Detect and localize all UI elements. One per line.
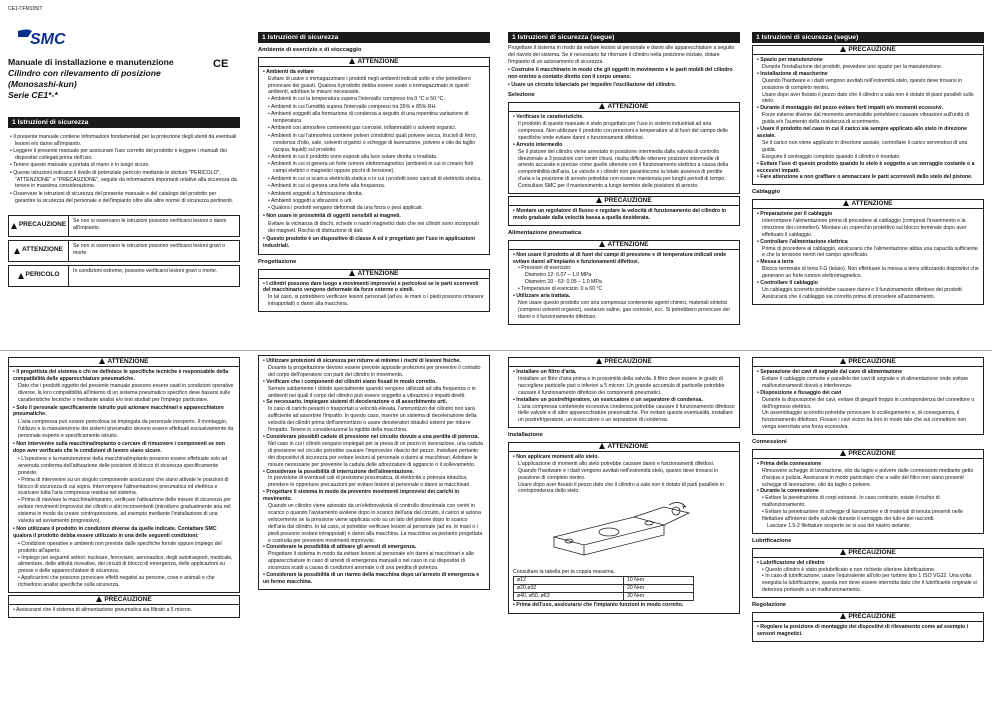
bullet-head: • Non intervenire sulla macchina/impianto o cercare di rimuovere i componenti se non dopo aver verificato che le condizioni di lavoro siano sicure. <box>13 441 225 454</box>
table-cell: 30 N•m <box>624 593 694 601</box>
subsection-title: Alimentazione pneumatica <box>508 229 582 236</box>
col2-bottom <box>258 355 490 697</box>
warning-header: ATTENZIONE <box>508 240 740 250</box>
list-item: • Ambienti in cui l'umidità supera l'intervallo compreso tra 35% e 85% RH. <box>268 103 437 110</box>
caution-header: PRECAUZIONE <box>752 45 984 55</box>
bullet-head: • Arresto intermedio <box>513 141 563 148</box>
list-item: • Ambienti con atmosfere contenenti gas corrosivi, infiammabili o solventi organici. <box>268 125 457 132</box>
list-item: • Ambienti soggetti alla formazione di condensa a seguito di una repentina variazione di temperatura. <box>268 111 469 125</box>
warning-icon <box>14 248 20 254</box>
bullet-head: • Installare un postrefrigeratore, un essiccatore o un separatore di condensa. <box>513 396 703 403</box>
bullet-body: Progettare il sistema in modo da evitare lesioni al personale e/o danni ai macchinari e alle apparecchiature in caso di arresti di emergenza manuali o nel caso in cui dispositivi di sicurezza scatti a causa di condizioni anomale o di una perdita di potenza. <box>268 551 474 572</box>
subsection-title: Progettazione <box>258 258 297 265</box>
table-row <box>514 585 694 593</box>
list-item: • Qualora i prodotti vengano deformati da una forza o pesi applicati. <box>268 205 423 212</box>
bullet-head: • Durante il montaggio del pezzo evitare forti impatti e/o momenti eccessivi. <box>757 105 944 112</box>
table-row <box>514 577 694 585</box>
bullet-head: • Disposizione e fissaggio dei cavi <box>757 389 842 396</box>
level-key: PRECAUZIONE <box>18 221 67 229</box>
bullet-head: • Installare un filtro d'aria. <box>513 369 577 375</box>
warning-header: ATTENZIONE <box>752 199 984 209</box>
bullet-head: • Preparazione per il cablaggio <box>757 211 833 218</box>
warning-icon <box>18 273 24 279</box>
warning-icon <box>599 103 605 109</box>
warning-icon <box>349 58 355 64</box>
bullet-head: • Evitare l'uso di questo prodotto quando lo stelo è soggetto a un serraggio costante o a eccessivi impatti. <box>757 160 975 174</box>
bullet-body: Un cablaggio scorretto potrebbe causare danni o il funzionamento difettoso dei prodotti. Assicurarsi che il cablaggio sia corretto prima di procedere all'azionamento. <box>762 286 963 300</box>
bullet-head: • Fare attenzione a non graffiare o ammaccare le parti scorrevoli dello stelo del pistone. <box>757 174 973 181</box>
warning-header: ATTENZIONE <box>258 269 490 279</box>
bullet-head: • Considerare la possibilità di attivare gli arresti di emergenza. <box>263 544 417 551</box>
col1-top <box>8 6 240 346</box>
bullet-body: Dato che i prodotti oggetto del presente manuale possono essere usati in condizioni operative diverse, la loro compatibilità all'interno di un sistema pneumatico specifico deve basarsi sulle caratteristiche tecniche o mediante analisi e/o test studiati per l'impiego particolare. <box>18 382 234 403</box>
paragraph: Progettare il sistema in modo da evitare lesioni al personale e danni alle apparecchiature a seguito del riavvio del sistema. Se è necessario far ritornare il cilindro nella posizione iniziale, dotare l'impianto di un azionamento di sicurezza. <box>508 45 735 65</box>
bullet-body: Non usare questo prodotto con aria compressa contenente agenti chimici, materiali sintetici (compresi solventi organici), sostanze saline, gas corrosivi, ecc. Si potrebbero provocare dei danni o il funzionamento difettoso. <box>518 299 730 320</box>
bullet-head: • Prima dell'uso, assicurarsi che l'impianto funzioni in modo corretto. <box>513 602 684 609</box>
bullet-body: Blocco terminale di terra F.G (telaio). Non effettuare la messa a terra utilizzando dispositivi che generano un forte rumore elettromagnetico. <box>762 266 979 280</box>
bullet-body: • Applicazioni che possono provocare effetti negativi su persone, cose o animali e che richiedono analisi specifiche sulla sicurezza. <box>18 575 215 589</box>
bullet-body: Interrompere l'alimentazione prima di procedere al cablaggio (compresi l'inserimento e la rimozione dei connettori). Montare un coperchio protettivo sul blocco terminale dopo aver effettuato il cablaggio. <box>762 217 967 238</box>
col4-bottom <box>752 355 984 697</box>
bullet-body: Se il pistone del cilindro viene arrestato in posizione intermedia dalla valvola di controllo direzionale a 3 posizioni con centri chiusi, risulta difficile ottenere posizioni intermedie di arresto accurate e precise come quelle ottenute con il funzionamento elettrico a causa della comprimibilità dell'aria. Le valvole e i cilindri non garantiscono la totale assenza di perdite d'aria e la posizione di arresto potrebbe non essere mantenuta per lunghi periodi di tempo. Consultare SMC per il mantenimento a lungo termine delle posizioni di arresto. <box>518 148 729 190</box>
caution-box <box>752 55 984 185</box>
spec-line: • Pressioni di esercizio: <box>518 265 572 272</box>
caution-box <box>752 459 984 534</box>
bullet-body: Serrare saldamente i cilindri specialmente quando vengono utilizzati ad alta frequenza o in ambienti nei quali il corpo del cilindro può essere soggetto a vibrazioni o impatti diretti. <box>268 385 476 399</box>
bullet-head: • Ambienti da evitare <box>263 68 314 75</box>
caution-box <box>752 622 984 642</box>
level-text: In condizioni estreme, possono verificarsi lesioni gravi o morte. <box>73 267 218 274</box>
caution-header: PRECAUZIONE <box>752 357 984 367</box>
bullet-head: • Verificare le caratteristiche. <box>513 114 584 121</box>
subsection-title: Selezione <box>508 92 535 99</box>
bullet-head: • Installazione di mascherine <box>757 70 828 77</box>
table-caption: Consultare la tabella per la coppia massima. <box>513 569 616 576</box>
bullet-head: • Durante la connessione <box>757 488 819 495</box>
bullet-body: Il prodotto di questo manuale è stato progettato per l'uso in sistemi industriali ad aria compressa. Non utilizzare il prodotto con pressioni e temperature al di fuori del campo delle specifiche onde evitare danni o funzionamenti difettosi. <box>518 121 728 141</box>
bullet-head: • Considerare la possibilità di interruzione dell'alimentazione. <box>263 468 414 475</box>
warning-icon <box>840 549 846 555</box>
subsection-title: Regolazione <box>752 602 787 609</box>
bullet-head: • Costruire il macchinario in modo che gli oggetti in movimento e le parti mobili del cilindro non entrino a contatto diretto con il corpo umano. <box>508 66 733 80</box>
bullet-body: In tal caso, si potrebbero verificare lesioni personali (ad es. le mani o i piedi possono rimanere intrappolati) o danni alla macchina. <box>268 294 484 308</box>
bullet-head: • Verificare che i componenti del cilindri siano fissati in modo corretto. <box>263 378 437 385</box>
section-bar: 1 Istruzioni di sicurezza (segue) <box>752 32 984 43</box>
bullet-body: • In caso di lubrificazione, usare l'equivalente all'olio per turbine tipo 1 ISO VG32. Una volta eseguita la lubrificazione, questa non deve essere interrotta dato che il lubrificante originale si deteriora portando a un malfunzionamento. <box>762 573 977 594</box>
bullet-body: Quando l'hardware e i dadi vengono avvitati nell'estremità stelo, questo deve trovarsi in posizione di completo rientro. <box>762 77 963 91</box>
title-line: (Monosashi-kun) <box>8 78 77 89</box>
warning-box <box>258 279 490 313</box>
warning-icon <box>596 358 602 364</box>
bullet-head: • Usare un circuito bilanciato per impedire l'oscillazione del cilindro. <box>508 81 676 88</box>
spec-line: • Temperature di esercizio: 0 a 60 °C <box>518 286 603 293</box>
warning-icon <box>840 613 846 619</box>
bullet-body: • Evitare la penetrazione di corpi estranei. In caso contrario, esiste il rischio di malfunzionamento. <box>762 495 940 509</box>
warning-icon <box>99 358 105 364</box>
caution-box <box>752 558 984 599</box>
level-key: PERICOLO <box>25 271 60 279</box>
spec-line: Diametro 12: 0.07 – 1.0 MPa <box>525 272 592 279</box>
warning-icon <box>599 241 605 247</box>
bullet-body: Evitare di usare o immagazzinare i prodotti negli ambienti indicati sotto e che potrebbero provocare dei guasti. Qualora il prodotto debba essere usato o immagazzinato in questi ambienti, adottare le misure necessarie. <box>268 75 471 96</box>
level-row <box>8 240 240 262</box>
title-block <box>8 57 240 101</box>
bullet-body: Usare dopo aver fissato il pezzo dato che il cilindro a sala non è dotato di parti parallele in corrispondenza dello stelo. <box>518 481 724 495</box>
warning-icon <box>96 596 102 602</box>
bullet-body: Evitare la vicinanza di dischi, schede o nastri magnetici dato che nei cilindri sono incorporati dei magneti. Rischio di distruzione di dati. <box>268 221 479 235</box>
intro-list <box>8 134 240 205</box>
list-item: • Ambienti in cui si genera una forte alta frequenza. <box>268 183 386 190</box>
table-cell: ø12 <box>514 577 624 585</box>
caution-box <box>508 206 740 226</box>
bullet-body: Rimuovere schegge di lavorazione, olio da taglio e polvere dalle connessioni mediante getto d'acqua o pulizia. Assicurarsi in modo particolare che a valle del filtro non siano presenti schegge di lavorazione, olio da taglio o polvere. <box>762 467 974 488</box>
list-item: • Ambienti in cui l'atmosfera contiene polveri conduttrici quali polvere secca, trucioli di ferro, condensa d'olio, sale, solventi organici o schegge di lavorazione, polvere e olio da taglio (acqua, liquidi) sul prodotto. <box>268 132 477 153</box>
list-item: • Ambienti soggetti a vibrazioni o urti. <box>268 198 353 205</box>
bullet-body: Evitare il cablaggio comune e parallelo dei cavi di segnale e di alimentazione onde evitare malfunzionamenti dovuti a interferenze. <box>762 375 969 389</box>
warning-icon <box>840 358 846 364</box>
caution-box <box>508 367 740 428</box>
bullet-body: Se il carico non viene applicato in direzione assiale, controllare il carico servendosi di una guida. <box>762 139 968 153</box>
warning-header: ATTENZIONE <box>508 102 740 112</box>
warning-box-continued <box>258 355 490 590</box>
section-bar: 1 Istruzioni di sicurezza (segue) <box>508 32 740 43</box>
bullet-body: • Evitare la penetrazione di schegge di lavorazione e di materiali di tenuta presenti nelle filettature all'interno delle valvole durante il serraggio dei tubi e dei raccordi. <box>762 509 963 523</box>
bullet-body: Prima di procedere al cablaggio, assicurarsi che l'alimentazione abbia una capacità sufficiente e che la tensione rientri nel campo specificato. <box>762 245 978 259</box>
bullet-body: L'aria compressa può essere pericolosa se impiegata da personale inesperto. Il montaggio, l'utilizzo e la manutenzione dei sistemi pneumatici devono essere effettuati esclusivamente da personale esperto e specificamente istruito. <box>18 419 234 440</box>
level-text: Se non si osservano le istruzioni possono verificarsi lesioni gravi o morte. <box>73 242 225 256</box>
level-key: ATTENZIONE <box>21 246 64 254</box>
caution-header: PRECAUZIONE <box>8 595 240 605</box>
level-row <box>8 215 240 237</box>
warning-icon <box>843 200 849 206</box>
bullet-head: • Non usare in prossimità di oggetti sensibili ai magneti. <box>263 213 401 220</box>
svg-text:SMC: SMC <box>30 30 66 48</box>
bullet-body: Durante la disposizione dei cavi, evitare di piegarli troppo in corrispondenza del connettore o dell'ingresso elettrico. <box>762 396 975 410</box>
bullet-head: • Considerare la possibilità di un riarmo della macchina dopo un'arresto di emergenza e un fermo macchina. <box>263 572 480 585</box>
level-row <box>8 265 240 287</box>
bullet-head: • Questo prodotto è un dispositivo di classe A ed è progettato per l'uso in applicazioni industriali. <box>263 236 475 249</box>
intro-item: • Il presente manuale contiene informazioni fondamentali per la protezione degli utenti da eventuali lesioni e/o danni all'impianto. <box>10 133 237 147</box>
bullet-head: • Lubrificazione del cilindro <box>757 559 825 566</box>
warning-icon <box>840 450 846 456</box>
col1-bottom <box>8 355 240 697</box>
bullet-body: Durante l'installazione dei prodotti, prevedere uno spazio per la manutenzione. <box>762 63 943 70</box>
bullet-body: • Condizioni operative e ambienti non previste dalle specifiche fornite oppure impiego del prodotto all'aperto. <box>18 540 222 554</box>
bullet-head: • I cilindri possono dare luogo a movimenti improvvisi e pericolosi se le parti scorrevoli del macchinario vengono deformate da forze esterne o simili. <box>263 280 479 294</box>
fold-line <box>0 350 992 351</box>
subsection-title: Ambiente di esercizio e di stoccaggio <box>258 47 362 53</box>
title-line: Serie CE1*-* <box>8 89 58 100</box>
bullet-body: • Impiego nei seguenti settori: nucleare, ferroviario, aeronautico, degli autotrasporti, medicale, alimentare, delle attività ricreative, dei circuiti di blocco di emergenza, delle applicazioni su presse o delle apparecchiature di sicurezza. <box>18 554 233 575</box>
caution-header: PRECAUZIONE <box>752 612 984 622</box>
bullet-head: • Non applicare momenti allo stelo. <box>513 453 599 460</box>
bullet-head: • Controllare l'alimentazione elettrica <box>757 238 848 245</box>
smc-logo <box>14 27 74 49</box>
intro-item: • Tenere questo manuale a portata di mano e in luogo sicuro. <box>10 162 150 169</box>
bullet-body: Nel caso in cui i cilindri vengano impiegati per la presa di un pezzo in lavorazione, una caduta di pressione nel circuito potrebbe causare l'improvviso rilascio del pezzo. Installare pertanto dei dispositivi di sicurezza per evitare lesioni al personale o danni ai macchinari. Adottare le misure necessarie per prevenire la caduta delle attrezzature di aggancio o il sollevamento. <box>268 440 483 468</box>
caution-header: PRECAUZIONE <box>752 449 984 459</box>
subsection-title: Cablaggio <box>752 189 781 196</box>
bullet-body: • Assicurarsi che il sistema di alimentazione pneumatica sia filtrato a 5 micron. <box>13 607 193 614</box>
caution-header: PRECAUZIONE <box>508 196 740 206</box>
warning-icon <box>596 197 602 203</box>
bullet-body: Usare dopo aver fissato il pezzo dato che il cilindro a sala non è dotato di piani paralleli sullo stelo. <box>762 91 974 105</box>
bullet-head: • Se necessario, impiegare sistemi di decelerazione o di assorbimento urti. <box>263 399 448 406</box>
table-cell: 10 N•m <box>624 577 694 585</box>
list-item: • Ambienti in cui si scarica elettricità statica o in cui i prodotti sono caricati di elettricità statica. <box>268 175 482 182</box>
bullet-head: • Usare il prodotto nel caso in cui il carico sia sempre applicato allo stelo in direzione assiale. <box>757 126 967 139</box>
spec-line: Diametro 20 - 63: 0.05 – 1.0 MPa <box>525 279 602 286</box>
col4-top <box>752 32 984 346</box>
bullet-body: • L'ispezione e la manutenzione della macchina/impianto possono essere effettuate solo ad avvenuta conferma dell'attivazione delle posizioni di blocco di sicurezza specificamente previste. <box>18 455 228 476</box>
level-text: Se non si osservano le istruzioni possono verificarsi lesioni o danni all'impianto. <box>73 217 227 231</box>
table-row <box>514 593 694 601</box>
section-bar: 1 Istruzioni di sicurezza <box>8 117 240 128</box>
bullet-head: • Regolare la posizione di montaggio dei dispositivi di rilevamento come ad esempio i sensori magnetici. <box>757 623 969 637</box>
section-bar: 1 Istruzioni di sicurezza <box>258 32 490 43</box>
caution-box <box>752 367 984 435</box>
warning-icon <box>599 443 605 449</box>
hazard-levels <box>8 215 240 287</box>
bullet-body: • Questo cilindro è stato prelubrificato e non richiede ulteriore lubrificazione. <box>762 566 936 573</box>
bullet-body: Quando un cilindro viene azionato da un'elettrovalvola di controllo direzionale con centri in scarico o quando l'avviamento avviene dopo lo scarico dell'aria dal circuito, il carico si aziona velocemente se la pressione viene applicata solo su un lato del pistone dopo lo scarico dell'aria dal cilindro. In tal caso, si potrebbe verificare lesioni al personale (ad es. le mani o i piedi possono restare intrappolati) o danni alla macchina. La macchina va pertanto progettata e costruita per prevenire movimenti improvvisi. <box>268 503 483 544</box>
bullet-head: • Non utilizzare il prodotto in condizioni diverse da quelle indicate. Contattare SMC qualora il prodotto debba essere utilizzato in una delle seguenti condizioni: <box>13 525 217 539</box>
bullet-head: • Solo il personale specificamente istruito può azionare macchinari e apparecchiature pneumatiche. <box>13 404 224 418</box>
intro-item: • Osservare le istruzioni di sicurezza del presente manuale e del catalogo del prodotto per garantire la sicurezza del personale e dell'impianto oltre alle altre norme di sicurezza pertinenti. <box>10 190 234 204</box>
intro-item: • Queste istruzioni indicano il livello di potenziale pericolo mediante le diciture "PERICOLO", "ATTENZIONE" o "PRECAUZIONE", seguite da informazioni importanti relative alla sicurezza da tenere in massima considerazione. <box>10 169 237 190</box>
list-item: • Ambienti soggetti a fulminazione diretta. <box>268 190 363 197</box>
bullet-body: • Prima di intervenire su un singolo componente assicurarsi che siano attivate le posizioni di blocco di sicurezza di cui sopra. Interrompere l'alimentazione pneumatica ed elettrica e scaricare tutta l'aria compressa residua nel sistema. <box>18 476 229 497</box>
bullet-body: L'aria compressa contenente eccessiva condensa potrebbe causare il funzionamento difettoso delle valvole e di altre apparecchiature pneumatiche. Per evitare questa eventualità, installare un postrefrigeratore, un essiccatore o un separatore di condensa. <box>518 403 735 424</box>
subsection-title: Lubrificazione <box>752 537 792 544</box>
bullet-body: • Prima di riavviare la macchina/impianto, verificare l'attivazione delle misure di sicurezza per evitare movimenti improvvisi dei cilindri o altri inconvenienti (introdurre gradualmente aria nel sistema in modo da creare contropressione, ad esempio mediante l'installazione di una valvola ad avviamento progressivo). <box>18 497 231 525</box>
bullet-body: Quando l'hardware e i dadi vengono avvitati nell'estremità stelo, questo deve trovarsi in posizione di completo rientro. <box>518 467 719 481</box>
table-cell: ø20,ø32 <box>514 585 624 593</box>
list-item: • Ambienti in cui il prodotto sono esposti alla luce solare diretta o irradiata. <box>268 154 438 161</box>
bullet-head: • Messa a terra <box>757 259 794 266</box>
table-cell: 20 N•m <box>624 585 694 593</box>
bullet-body: In caso di carichi pesanti o trasportati a velocità elevata, l'ammortizzo del cilindro non sarà sufficiente ad assorbire l'impatto. In questo caso, inserire un sistema di decelerazione della velocità dei cilindri prima dell'ammortizzo o usare deceleratori idraulici esterni per ridurre l'impatto. Tenere in considerazione la rigidità della macchina. <box>268 406 477 434</box>
bullet-head: • Non usare il prodotto al di fuori dei campi di pressione e di temperatura indicati onde evitare danni all'impianto e funzionamenti difettosi. <box>513 251 727 265</box>
bullet-head: • Utilizzare aria trattata. <box>513 293 571 300</box>
torque-table <box>513 576 694 601</box>
bullet-body: Un assemblaggio scorretto potrebbe provocare lo scollegamento e, di conseguenza, il funzionamento difettoso. Fissare i cavi vicino tra loro in modo tale che sul connettore non venga esercitata una forza eccessiva. <box>762 410 967 431</box>
col2-top <box>258 32 490 346</box>
warning-box <box>508 452 740 614</box>
bullet-head: • Separazione dei cavi di segnale dal cavo di alimentazione <box>757 369 903 375</box>
warning-header: ATTENZIONE <box>8 357 240 367</box>
warning-box <box>8 367 240 593</box>
col3-top <box>508 32 740 346</box>
bullet-body: In previsione di eventuali cali di pressione pneumatica, di elettricità o potenza idraulica, prendere le opportune precauzioni per evitare lesioni al personale o danni ai macchinari. <box>268 475 471 489</box>
bullet-body: Forze esterne diverse dal momento ammissibile potrebbero causare vibrazioni sull'unità di guida e/o l'aumento della resistenza di scorrimento. <box>762 112 969 126</box>
bullet-head: • Montare un regolatore di flusso e regolare la velocità di funzionamento del cilindro in modo graduale dalla velocità bassa a quella desiderata. <box>513 208 727 222</box>
warning-header: ATTENZIONE <box>508 442 740 452</box>
table-cell: ø40, ø50, ø63 <box>514 593 624 601</box>
warning-header: ATTENZIONE <box>258 57 490 67</box>
bullet-body: Installare un filtro d'aria prima e in prossimità della valvola. Il filtro deve essere in grado di raccogliere particelle pari o inferiori a 5 micron. Un grande accumulo di particelle potrebbe causare il funzionamento difettoso dei componenti pneumatici. <box>518 375 725 396</box>
col3-bottom <box>508 355 740 697</box>
subsection-title: Installazione <box>508 432 543 439</box>
list-item: • Ambienti in cui la temperatura supera l'intervallo compreso tra 0 °C e 50 °C. <box>268 96 445 103</box>
bullet-head: • Considerare possibili cadute di pressione nel circuito dovute a una perdita di potenza. <box>263 433 479 440</box>
warning-box <box>752 209 984 305</box>
bullet-body: Lasciare 1.5-2 filettature scoperte se si usa del nastro isolante. <box>767 523 911 530</box>
subsection-title: Connessioni <box>752 439 787 446</box>
bullet-head: • Progettare il sistema in modo da prevenire movimenti improvvisi dei carichi in movimento. <box>263 489 460 503</box>
title-line: Cilindro con rilevamento di posizione <box>8 67 161 78</box>
bullet-head: • Controllare il cablaggio <box>757 280 818 287</box>
warning-icon <box>349 270 355 276</box>
warning-box <box>508 250 740 325</box>
bullet-head: • Prima della connessione <box>757 460 822 467</box>
ce-mark: CE <box>213 57 229 70</box>
warning-icon <box>840 46 846 52</box>
intro-item: • Leggere il presente manuale per assicurare l'uso corretto del prodotto e leggere i manuali dei dispositivi collegati prima dell'uso. <box>10 147 227 161</box>
bullet-head: • Utilizzare protezioni di sicurezza per ridurre al minimo i rischi di lesioni fisiche. <box>263 358 461 364</box>
list-item: • Ambienti in cui si genera un forte rumore elettromagnetico (ambienti in cui si creano forti campi elettrici o magnetici oppure picchi di tensione). <box>268 161 474 175</box>
caution-header: PRECAUZIONE <box>508 357 740 367</box>
bullet-head: • Il progettista del sistema o chi ne definisce le specifiche tecniche è responsabile della compatibilità delle apparecchiature pneumatiche. <box>13 369 229 382</box>
bullet-head: • Spazio per manutenzione <box>757 57 823 63</box>
bullet-body: L'applicazione di momenti allo stelo potrebbe causare danni e funzionamenti difettosi. <box>518 460 715 467</box>
warning-box <box>258 67 490 255</box>
bullet-body: Eseguire il centraggio completo quando il cilindro è montato. <box>762 153 901 160</box>
warning-icon <box>11 223 17 229</box>
title-line: Manuale di installazione e manutenzione <box>8 56 174 67</box>
doc-code: CE1-TFM105IT <box>8 6 43 12</box>
caution-box <box>8 605 240 618</box>
bullet-body: Durante la progettazione devono essere previste apposite protezioni per prevenire il contatto del corpo dell'operatore con parti del cilindro in movimento. <box>268 364 481 378</box>
warning-box <box>508 112 740 194</box>
cylinder-illustration <box>514 497 734 567</box>
caution-header: PRECAUZIONE <box>752 548 984 558</box>
